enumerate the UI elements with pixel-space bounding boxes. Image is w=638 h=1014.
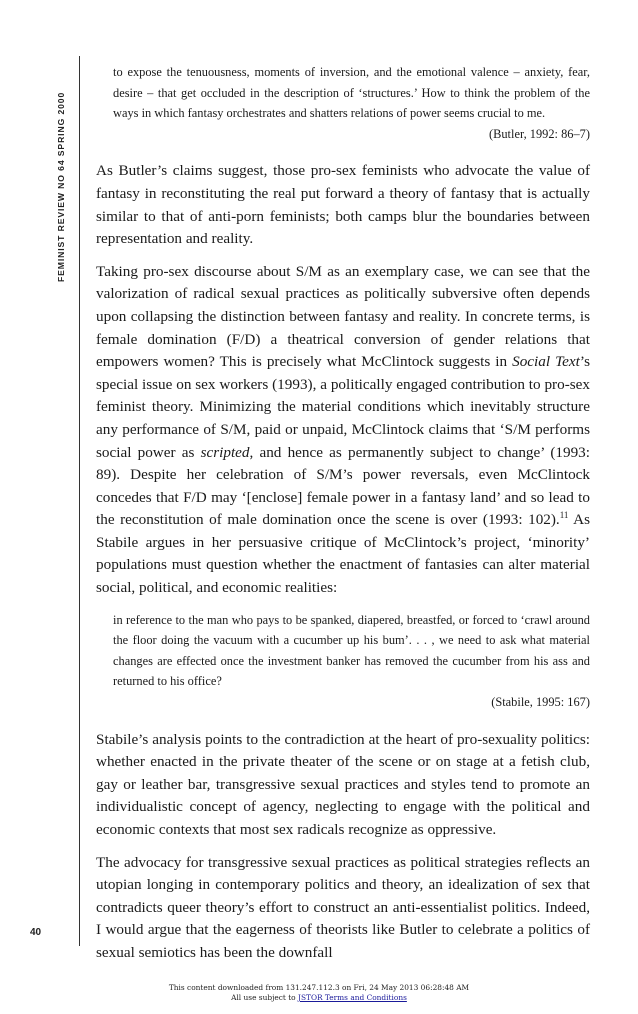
paragraph-2-text-b: ’s special issue on sex workers (1993), a politically engaged contribution to pro-sex feminist theory. Minimizing the material conditions which inevitably structure any performance of S/M, paid or unpaid, McClintock claims that ‘S/M performs social power as: [96, 353, 590, 461]
paragraph-3: Stabile’s analysis points to the contradiction at the heart of pro-sexuality politics: whether enacted in the private theater of the scene or on stage at a fetish club, gay or leather bar, transgressive sexual practices and styles tend to promote an individualistic concept of agency, neglecting to engage with the political and economic contexts that most sex radicals recognize as oppressive.: [96, 730, 590, 838]
jstor-terms-link[interactable]: JSTOR Terms and Conditions: [297, 993, 407, 1002]
paragraph-2-text-c: , and hence as permanently subject to change’ (1993: 89). Despite her celebration of S/M’s power reversals, even McClintock concedes that F/D may ‘[enclose] female power in a fantasy land’ and so lead to the reconstitution of male domination once the scene is over (1993: 102).: [96, 443, 590, 529]
running-head: FEMINIST REVIEW NO 64 SPRING 2000: [56, 91, 66, 282]
paragraph-1: As Butler’s claims suggest, those pro-sex feminists who advocate the value of fantasy in reconstituting the real put forward a theory of fantasy that is actually similar to that of anti-porn feminists; both camps blur the boundaries between representation and reality.: [96, 162, 590, 248]
download-footer: [0, 983, 638, 1003]
margin-rule: [79, 56, 80, 946]
block-quote-butler: to expose the tenuousness, moments of inversion, and the emotional valence – anxiety, fear, desire – that get occluded in the description of ‘structures.’ How to think the problem of the ways in which fantasy orchestrates and shatters relations of power seems crucial to me.: [113, 65, 590, 121]
article-body: [96, 62, 590, 975]
italic-social-text: Social Text: [512, 353, 580, 371]
footer-terms-line: [0, 993, 638, 1003]
footer-download-line: This content downloaded from 131.247.112.3 on Fri, 24 May 2013 06:28:48 AM: [168, 983, 470, 992]
paragraph-2: [96, 261, 590, 600]
footnote-marker: 11: [559, 510, 569, 521]
paragraph-2-text-d: As Stabile argues in her persuasive critique of McClintock’s project, ‘minority’ populations must question whether the enactment of fantasies can alter material social, political, and economic realities:: [96, 511, 590, 597]
citation-butler: (Butler, 1992: 86–7): [488, 126, 590, 141]
italic-scripted: scripted: [200, 443, 250, 461]
block-quote-stabile: in reference to the man who pays to be spanked, diapered, breastfed, or forced to ‘crawl around the floor doing the vacuum with a cucumber up his bum’. . . , we need to ask what material changes are effected once the investment banker has removed the cucumber from his ass and returned to his office?: [113, 612, 590, 689]
paragraph-2-text-a: Taking pro-sex discourse about S/M as an exemplary case, we can see that the valorization of radical sexual practices as politically subversive often depends upon collapsing the distinction between fantasy and reality. In concrete terms, is female domination (F/D) a theatrical conversion of gender relations that empowers women? This is precisely what McClintock suggests in: [96, 262, 590, 371]
citation-stabile: (Stabile, 1995: 167): [491, 695, 590, 710]
footer-terms-prefix: All use subject to: [231, 993, 298, 1002]
page-number: 40: [30, 927, 42, 938]
paragraph-4: The advocacy for transgressive sexual practices as political strategies reflects an utopian longing in contemporary politics and theory, an idealization of sex that contradicts queer theory’s effort to construct an anti-essentialist politics. Indeed, I would argue that the eagerness of theorists like Butler to celebrate a politics of sexual semiotics has been the downfall: [96, 853, 590, 961]
